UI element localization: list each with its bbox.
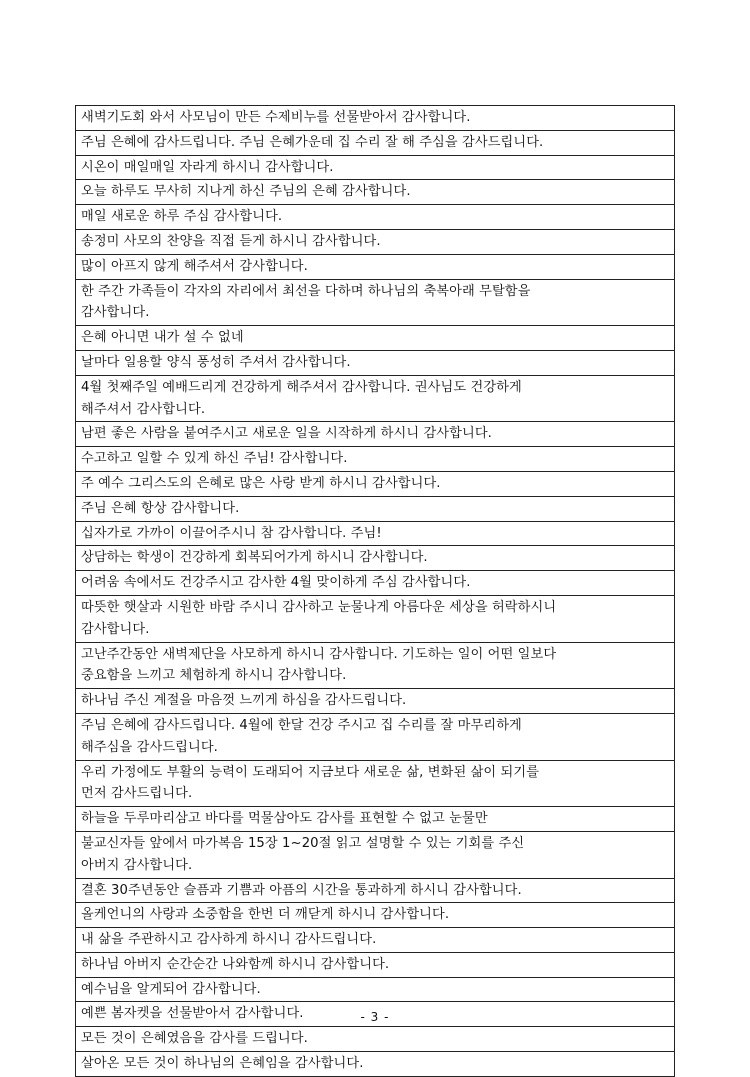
table-row xyxy=(76,952,675,977)
thanksgiving-entry: 올케언니의 사랑과 소중함을 한번 더 깨닫게 하시니 감사합니다. xyxy=(76,903,675,928)
table-row xyxy=(76,496,675,521)
thanksgiving-entry: 날마다 일용할 양식 풍성히 주셔서 감사합니다. xyxy=(76,350,675,375)
thanksgiving-entry: 살아온 모든 것이 하나님의 은혜임을 감사합니다. xyxy=(76,1052,675,1077)
table-row xyxy=(76,447,675,472)
table-row xyxy=(76,422,675,447)
table-row xyxy=(76,471,675,496)
table-row xyxy=(76,595,675,642)
table-row xyxy=(76,521,675,546)
thanksgiving-entry: 하나님 아버지 순간순간 나와함께 하시니 감사합니다. xyxy=(76,952,675,977)
table-row xyxy=(76,205,675,230)
thanksgiving-entry: 4월 첫째주일 예배드리게 건강하게 해주셔서 감사합니다. 권사님도 건강하게 해주셔서 감사합니다. xyxy=(76,375,675,422)
table-row xyxy=(76,375,675,422)
thanksgiving-entry: 하늘을 두루마리삼고 바다를 먹물삼아도 감사를 표현할 수 없고 눈물만 xyxy=(76,807,675,832)
thanksgiving-entry: 많이 아프지 않게 해주셔서 감사합니다. xyxy=(76,254,675,279)
thanksgiving-entry: 우리 가정에도 부활의 능력이 도래되어 지금보다 새로운 삶, 변화된 삶이 되기를 먼저 감사드립니다. xyxy=(76,760,675,807)
table-row xyxy=(76,878,675,903)
table-row xyxy=(76,571,675,596)
table-row xyxy=(76,106,675,131)
table-row xyxy=(76,831,675,878)
table-row xyxy=(76,350,675,375)
thanksgiving-entry: 상담하는 학생이 건강하게 회복되어가게 하시니 감사합니다. xyxy=(76,546,675,571)
thanksgiving-entry: 예수님을 알게되어 감사합니다. xyxy=(76,977,675,1002)
thanksgiving-entry: 남편 좋은 사람을 붙여주시고 새로운 일을 시작하게 하시니 감사합니다. xyxy=(76,422,675,447)
thanksgiving-entry: 내 삶을 주관하시고 감사하게 하시니 감사드립니다. xyxy=(76,928,675,953)
thanksgiving-entry: 매일 새로운 하루 주심 감사합니다. xyxy=(76,205,675,230)
table-row xyxy=(76,689,675,714)
thanksgiving-entry: 수고하고 일할 수 있게 하신 주님! 감사합니다. xyxy=(76,447,675,472)
table-row xyxy=(76,279,675,326)
table-row xyxy=(76,229,675,254)
thanksgiving-entry: 오늘 하루도 무사히 지나게 하신 주님의 은혜 감사합니다. xyxy=(76,180,675,205)
thanksgiving-entry: 주님 은혜에 감사드립니다. 주님 은혜가운데 집 수리 잘 해 주심을 감사드립니다. xyxy=(76,130,675,155)
thanksgiving-entry: 주님 은혜에 감사드립니다. 4월에 한달 건강 주시고 집 수리를 잘 마무리하게 해주심을 감사드립니다. xyxy=(76,713,675,760)
table-row xyxy=(76,807,675,832)
thanksgiving-table xyxy=(75,105,675,1077)
thanksgiving-entry: 한 주간 가족들이 각자의 자리에서 최선을 다하며 하나님의 축복아래 무탈함을 감사합니다. xyxy=(76,279,675,326)
thanksgiving-entry: 주님 은혜 항상 감사합니다. xyxy=(76,496,675,521)
table-row xyxy=(76,1052,675,1077)
table-row xyxy=(76,326,675,351)
thanksgiving-entry: 하나님 주신 계절을 마음껏 느끼게 하심을 감사드립니다. xyxy=(76,689,675,714)
thanksgiving-entry: 새벽기도회 와서 사모님이 만든 수제비누를 선물받아서 감사합니다. xyxy=(76,106,675,131)
table-row xyxy=(76,546,675,571)
table-row xyxy=(76,180,675,205)
thanksgiving-entry: 주 예수 그리스도의 은혜로 많은 사랑 받게 하시니 감사합니다. xyxy=(76,471,675,496)
table-row xyxy=(76,642,675,689)
table-row xyxy=(76,760,675,807)
thanksgiving-entry: 모든 것이 은혜였음을 감사를 드립니다. xyxy=(76,1027,675,1052)
table-row xyxy=(76,977,675,1002)
thanksgiving-entry: 불교신자들 앞에서 마가복음 15장 1~20절 읽고 설명할 수 있는 기회를 주신 아버지 감사합니다. xyxy=(76,831,675,878)
table-row xyxy=(76,130,675,155)
thanksgiving-entry: 고난주간동안 새벽제단을 사모하게 하시니 감사합니다. 기도하는 일이 어떤 일보다 중요함을 느끼고 체험하게 하시니 감사합니다. xyxy=(76,642,675,689)
thanksgiving-entry: 시온이 매일매일 자라게 하시니 감사합니다. xyxy=(76,155,675,180)
thanksgiving-entry: 십자가로 가까이 이끌어주시니 참 감사합니다. 주님! xyxy=(76,521,675,546)
table-row xyxy=(76,903,675,928)
page-number: - 3 - xyxy=(360,1010,390,1024)
thanksgiving-entry: 따뜻한 햇살과 시원한 바람 주시니 감사하고 눈물나게 아름다운 세상을 허락하시니 감사합니다. xyxy=(76,595,675,642)
thanksgiving-entry: 어려움 속에서도 건강주시고 감사한 4월 맞이하게 주심 감사합니다. xyxy=(76,571,675,596)
table-row xyxy=(76,155,675,180)
table-row xyxy=(76,254,675,279)
thanksgiving-table-body xyxy=(76,106,675,1077)
table-row xyxy=(76,1027,675,1052)
table-row xyxy=(76,928,675,953)
thanksgiving-entry: 은혜 아니면 내가 설 수 없네 xyxy=(76,326,675,351)
thanksgiving-entry: 송정미 사모의 찬양을 직접 듣게 하시니 감사합니다. xyxy=(76,229,675,254)
table-row xyxy=(76,713,675,760)
thanksgiving-entry: 예쁜 봄자켓을 선물받아서 감사합니다. xyxy=(76,1002,675,1027)
thanksgiving-entry: 결혼 30주년동안 슬픔과 기쁨과 아픔의 시간을 통과하게 하시니 감사합니다. xyxy=(76,878,675,903)
